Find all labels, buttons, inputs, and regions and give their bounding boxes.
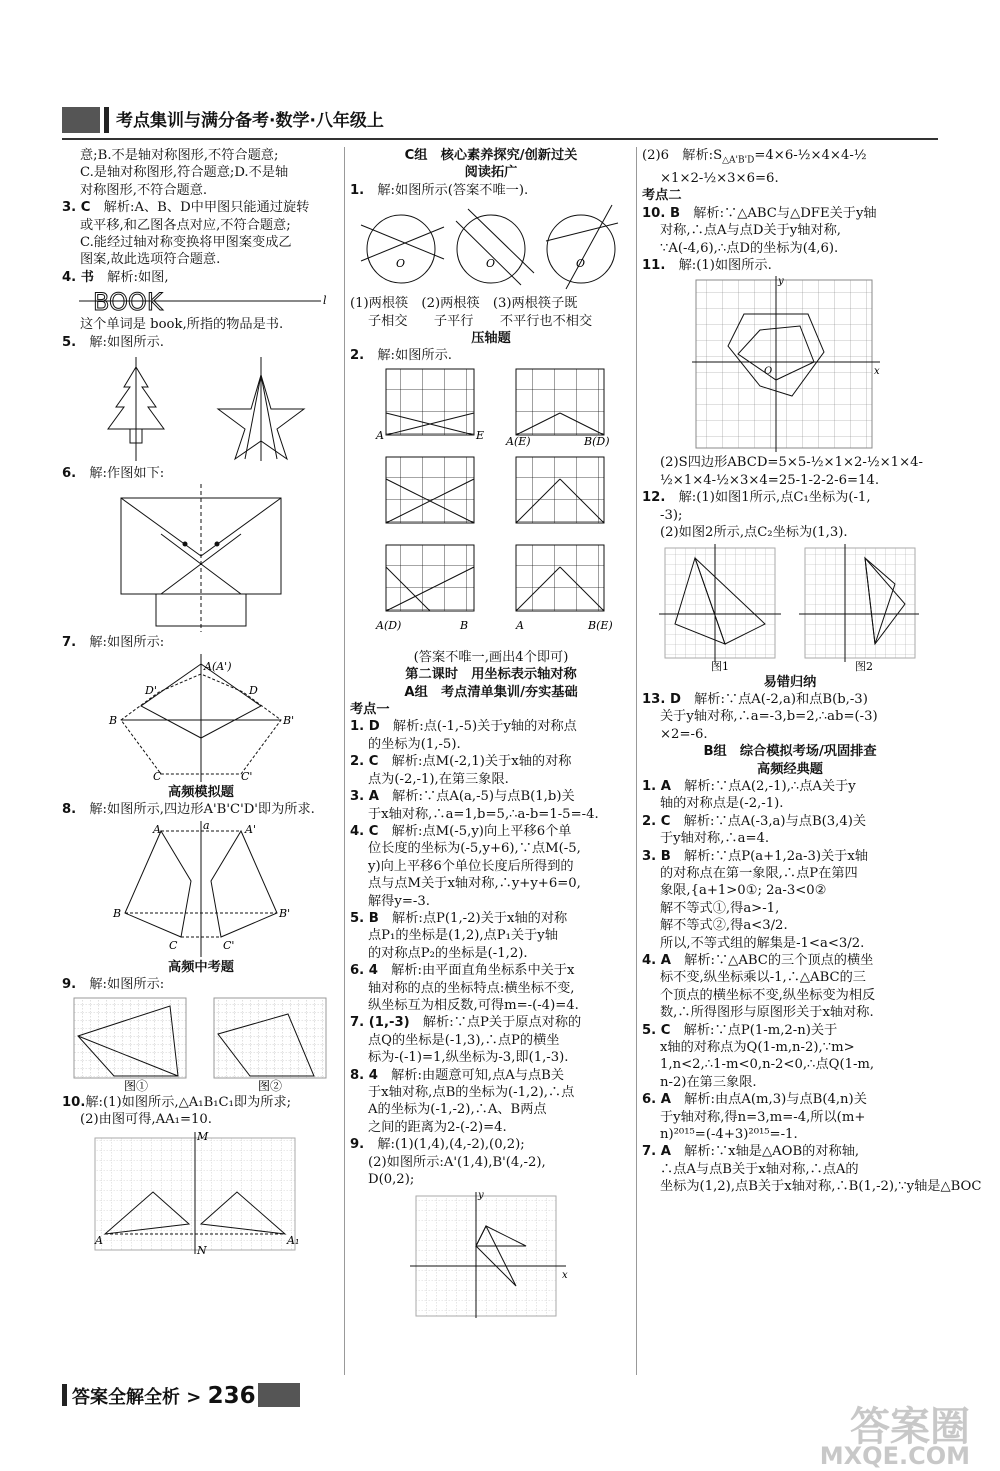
text-line: (1)两根筷 (2)两根筷 (3)两根筷子既 [350,296,578,312]
text-line: 解:(1)如图1所示,点C₁坐标为(-1, [678,490,871,506]
question-number: 7. [62,635,77,651]
text-line: 轴的对称点是(-2,-1). [660,796,784,812]
figure-caption: 图② [258,1078,283,1093]
svg-text:B: B [113,906,122,920]
text-line: 解:(1)如图所示,△A₁B₁C₁即为所求; [85,1094,292,1110]
text-line: 子相交 子平行 不平行也不相交 [368,313,593,329]
section-heading: 易错归纳 [763,674,817,690]
svg-text:y: y [478,1190,484,1202]
text-line: C.能经过轴对称变换将甲图案变成乙 [80,235,292,251]
question-number: 3. B [642,848,671,864]
text-line: 点为(-2,-1),在第三象限. [368,771,509,787]
svg-text:O: O [486,257,496,271]
text-line: (2)S四边形ABCD=5×5-½×1×2-½×1×4- [660,455,923,471]
text-line: 于y轴对称,∴a=4. [660,831,770,847]
text-line: 解得y=-3. [368,893,430,909]
svg-text:C': C' [241,769,253,783]
text-line: 解析:由点A(m,3)与点B(4,n)关 [684,1092,867,1108]
text-line: ∵A(-4,6),∴点D的坐标为(4,6). [660,240,839,256]
text-line: C.是轴对称图形,符合题意;D.不是轴 [80,165,289,181]
question-number: 2. [350,348,365,364]
envelope-figure [101,484,301,632]
text-line: 解析:A、B、D中甲图只能通过旋转 [103,200,310,216]
text-line: 点P₁的坐标是(1,2),点P₁关于y轴 [368,928,558,944]
pentagon-coordinate-figure [690,276,890,452]
svg-text:A(D): A(D) [376,618,402,632]
text-line: 点与点M关于x轴对称,∴y+y+6=0, [368,876,581,892]
svg-text:A: A [516,618,524,632]
question-number: 4. C [350,823,379,839]
triangle-reflection-figure [91,1130,311,1258]
svg-text:x: x [874,366,880,378]
text-line: 意;B.不是轴对称图形,不符合题意; [80,148,279,163]
text-line: 解:(1)(1,4),(4,-2),(0,2); [377,1137,525,1153]
topic-heading: 考点一 [350,702,390,718]
question-number: 10. [62,1094,86,1110]
text-line: 解析:由题意可知,点A与点B关 [391,1067,565,1083]
text-line: 位长度的坐标为(-5,y+6),∵点M(-5, [368,841,581,857]
text-line: 象限,{a+1>0①; 2a-3<0② [660,883,827,899]
svg-text:C: C [169,938,178,952]
section-heading: C组 核心素养探究/创新过关 [404,148,578,163]
footer-label-text: 答案全解全析 [72,1387,180,1408]
text-line: 解析:∵点P(a+1,2a-3)关于x轴 [684,848,868,864]
text-line: 个顶点的横坐标不变,纵坐标变为相反 [660,987,876,1003]
text-line: 解析:∵△ABC的三个顶点的横坐 [684,953,874,969]
text-line: D(0,2); [368,1172,415,1188]
question-number: 9. [62,977,77,993]
question-number: 7. A [642,1144,671,1160]
text-line: 解析:∵△ABC与△DFE关于y轴 [693,205,877,221]
svg-text:A: A [376,428,384,442]
question-number: 8. 4 [350,1067,378,1083]
svg-text:B': B' [279,906,291,920]
text-line: ×1×2-½×3×6=6. [660,171,779,187]
svg-text:A(E): A(E) [506,434,531,448]
column-3: (2)6 解析$:S_{\triangle A'B'D}=4\times 6-\frac{1}{2}\times 4\times 4-\frac{1}{2}$ ×1×2-½×3×6=6. 考点二 10. B 解析:∵△ABC与△DFE关于y轴 对称,∴点A与点D关于y轴对称, ∵A(-4,6),∴点D的坐标为(4,6). 11. 解:(1)如图所示. y x O (2)S四边形ABCD=5×5-½×1×2-½×1×4- ½×1×4-½×3×4=25-1-2-2-6=14. 12. 解:(1)如图1所示,点C₁坐标为(-1, -3); (2)如图2所示,点C₂坐标为(1,3). 图1 图2 易错归纳 13. D 解析:∵点A(-2,a)和点B(b,-3) 关于y轴对称,∴a=-3,b=2,∴ab=(-3) ×2=-6. B组 综合模拟考场/巩固排查 高频经典题 1. A 解析:∵点A(2,-1),∴点A关于y 轴的对称点是(-2,-1). 2. C 解析:∵点A(-3,a)与点B(3,4)关 于y轴对称,∴a=4. 3. B 解析:∵点P(a+1,2a-3)关于x轴 的对称点在第一象限,∴点P在第四 象限,{a+1>0①; 2a-3<0② 解不等式①,得a>-1, 解不等式②,得a<3/2. 所以,不等式组的解集是-1<a<3/2. 4. A 解析:∵△ABC的三个顶点的横坐 标不变,纵坐标乘以-1,∴△ABC的三 个顶点的横坐标不变,纵坐标变为相反 数,∴所得图形与原图形关于x轴对称. 5. C 解析:∵点P(1-m,2-n)关于 x轴的对称点为Q(1-m,n-2),∵m> 1,n<2,∴1-m<0,n-2<0,∴点Q(1-m, n-2)在第三象限. 6. A 解析:由点A(m,3)与点B(4,n)关 于y轴对称,得n=3,m=-4,所以(m+ n)²⁰¹⁵=(-4+3)²⁰¹⁵=-1. 7. A 解析:∵x轴是△AOB的对称轴, ∴点A与点B关于x轴对称,∴点A的 坐标为(1,2),点B关于x轴对称,∴B(1,-2),∵y轴是△BOC [642,148,982,1195]
text-line: 于x轴对称,∴a=1,b=5,∴a-b=1-5=-4. [368,806,599,822]
question-number: 11. [642,258,666,274]
question-number: 8. [62,802,77,818]
svg-text:A(A'): A(A') [204,659,232,673]
text-line: 这个单词是 book,所指的物品是书. [80,317,284,333]
text-line: 解析:∵点A(-3,a)与点B(3,4)关 [683,813,867,829]
text-line: 的对称点在第一象限,∴点P在第四 [660,865,858,881]
text-line: 解析:由平面直角坐标系中关于x [391,963,575,979]
column-divider [344,147,345,1375]
watermark-url: MXQE.COM [819,1442,970,1470]
text-line: 解析:点(-1,-5)关于y轴的对称点 [392,719,577,735]
footer-decor-box [258,1383,300,1407]
question-number: 2. C [642,813,671,829]
question-number: 4. 书 [62,269,94,285]
lesson-title: 第二课时 用坐标表示轴对称 [405,667,577,683]
book-word: BOOK [93,288,163,317]
grid-figures [66,996,336,1092]
question-number: 1. A [642,778,671,794]
section-heading: 阅读拓广 [464,165,518,181]
svg-text:B(E): B(E) [588,618,613,632]
text-line: 于y轴对称,得n=3,m=-4,所以(m+ [660,1109,866,1125]
tree-star-figure [86,353,316,463]
text-line: ∴点A与点B关于x轴对称,∴点A的 [660,1161,859,1177]
text-line: 解析:如图, [107,269,169,285]
header-rule [62,138,938,140]
svg-text:A': A' [245,822,256,836]
text-line: 解:如图所示,四边形A'B'C'D'即为所求. [89,802,315,818]
question-number: 3. C [62,200,91,216]
text-line: y)向上平移6个单位长度后所得到的 [368,858,574,874]
column-2 [350,147,632,1322]
text-line: 解不等式②,得a<3/2. [660,918,788,934]
text-line: 解析:点M(-2,1)关于x轴的对称 [391,754,572,770]
svg-text:B(D): B(D) [584,434,610,448]
text-line: 轴对称的点的坐标特点:横坐标不变, [368,980,575,996]
text-line: 解:如图所示(答案不唯一). [377,182,529,198]
subscript: △A'B'D [722,155,755,166]
text-line: 的坐标为(1,-5). [368,736,461,752]
page-number: 236 [207,1383,256,1409]
column-divider [636,147,637,1375]
text-line: 的对称点P₂的坐标是(-1,2). [368,945,528,961]
question-number: 5. C [642,1022,671,1038]
svg-text:C': C' [223,938,235,952]
text-line: 解析:点M(-5,y)向上平移6个单 [391,823,572,839]
svg-text:D: D [249,683,258,697]
text-line: 解:如图所示. [89,334,164,350]
section-heading: A组 考点清单集训/夯实基础 [404,684,578,700]
section-heading: 高频模拟题 [168,784,234,800]
question-number: 1. [350,182,365,198]
text-line: 解析:∵点A(2,-1),∴点A关于y [684,778,856,794]
text-line: n)²⁰¹⁵=(-4+3)²⁰¹⁵=-1. [660,1127,798,1143]
text-line: 之间的距离为2-(-2)=4. [368,1119,507,1135]
question-number: 9. [350,1137,365,1153]
question-number: 5. [62,334,77,350]
text-line: 解析:∵点P关于原点对称的 [422,1015,582,1031]
text-line: 解:如图所示: [89,635,165,651]
question-number: 10. B [642,205,681,221]
text-line: x轴的对称点为Q(1-m,n-2),∵m> [660,1040,855,1056]
text-line: 解析:点P(1,-2)关于x轴的对称 [392,910,568,926]
svg-text:x: x [562,1270,568,1282]
text-line: =4×6- [754,148,798,163]
svg-text:A₁: A₁ [287,1234,300,1248]
svg-text:D': D' [145,683,157,697]
text-line: -3); [660,507,683,523]
text-line: 解:如图所示: [89,977,165,993]
column-1 [62,147,340,1260]
svg-text:B: B [460,618,469,632]
text-line: 解:作图如下: [89,466,165,482]
svg-text:C: C [153,769,162,783]
quadrilateral-figure [101,818,301,957]
text-line: A的坐标为(-1,-2),∴A、B两点 [368,1102,547,1118]
question-number: 2. C [350,754,379,770]
text-line: 标为-(-1)=1,纵坐标为-3,即(1,-3). [368,1050,569,1066]
question-number: 6. [62,466,77,482]
svg-text:A: A [153,822,161,836]
svg-text:E: E [476,428,485,442]
text-line: 对称图形,不符合题意. [80,182,208,198]
svg-text:B: B [109,713,118,727]
text-line: n-2)在第三象限. [660,1074,757,1090]
header-decor-box [62,107,100,133]
svg-text:a: a [203,818,210,832]
text-line: 1,n<2,∴1-m<0,n-2<0,∴点Q(1-m, [660,1057,875,1073]
coordinate-grid-figure [406,1190,576,1320]
text-line: (2)如图2所示,点C₂坐标为(1,3). [660,525,848,541]
svg-text:N: N [197,1244,207,1258]
page-header-title: 考点集训与满分备考·数学·八年级上 [116,111,384,131]
book-figure [71,288,331,317]
question-number: 5. B [350,910,379,926]
text-line: 解析:∵点A(-2,a)和点B(b,-3) [694,691,868,707]
section-heading: 高频经典题 [757,761,823,777]
watermark-logo: 答案圈 [850,1404,970,1450]
circles-chopsticks-figure [356,201,626,293]
text-line: (2)6 解析:S [642,148,723,163]
section-heading: 高频中考题 [168,959,234,975]
text-line: (2)由图可得,AA₁=10. [80,1111,212,1127]
question-number: 12. [642,490,666,506]
question-number: 6. A [642,1092,671,1108]
text-line: 标不变,纵坐标乘以-1,∴△ABC的三 [660,970,866,986]
svg-text:O: O [764,366,773,378]
svg-text:O: O [396,257,406,271]
header-decor-bar [104,107,109,133]
question-number: 13. D [642,691,681,707]
section-heading: B组 综合模拟考场/巩固排查 [703,744,877,760]
text-line: 关于y轴对称,∴a=-3,b=2,∴ab=(-3) [660,709,878,725]
text-line: 解:如图所示. [377,348,452,364]
text-line: (答案不唯一,画出4个即可) [413,649,569,665]
text-line: 纵坐标互为相反数,可得m=-(-4)=4. [368,997,579,1013]
text-line: 解析:∵x轴是△AOB的对称轴, [684,1144,860,1160]
text-line: 解析:∵点A(a,-5)与点B(1,b)关 [392,789,575,805]
figure-caption: 图1 [711,659,729,673]
text-line: 所以,不等式组的解集是-1<a<3/2. [660,935,865,951]
svg-text:A: A [95,1234,103,1248]
question-number: 3. A [350,789,379,805]
text-line: ×2=-6. [660,726,708,742]
text-line: 对称,∴点A与点D关于y轴对称, [660,223,841,239]
question-number: 7. (1,-3) [350,1015,410,1031]
kite-figure [101,654,301,782]
grid-axis-figures [356,367,626,647]
svg-text:B': B' [283,713,295,727]
text-line: 或平移,和乙图各点对应,不符合题意; [80,217,291,233]
text-line: 解不等式①,得a>-1, [660,900,780,916]
text-line: 于x轴对称,点B的坐标为(-1,2),∴点 [368,1085,575,1100]
question-number: 1. D [350,719,380,735]
text-line: ½×1×4-½×3×4=25-1-2-2-6=14. [660,472,880,488]
svg-text:y: y [778,276,784,288]
svg-text:O: O [576,257,586,271]
text-line: 坐标为(1,2),点B关于x轴对称,∴B(1,-2),∵y轴是△BOC [660,1179,982,1195]
figure-caption: 图① [124,1078,149,1093]
svg-text:M: M [197,1130,209,1144]
question-number: 4. A [642,953,671,969]
text-line: (2)如图所示:A'(1,4),B'(4,-2), [368,1154,546,1170]
text-line: 解:(1)如图所示. [678,258,772,274]
two-grid-figures [655,544,925,672]
figure-caption: 图2 [855,659,873,673]
text-line: 点Q的坐标是(-1,3),∴点P的横坐 [368,1032,560,1048]
text-line: 数,∴所得图形与原图形关于x轴对称. [660,1005,874,1021]
section-heading: 压轴题 [471,331,511,347]
footer-label: 答案全解全析 > 236 [72,1383,256,1409]
footer-decor-bar [62,1384,67,1406]
question-number: 6. 4 [350,963,378,979]
text-line: 解析:∵点P(1-m,2-n)关于 [683,1022,838,1038]
text-line: 图案,故此选项符合题意. [80,252,221,268]
topic-heading: 考点二 [642,188,682,204]
axis-label: l [323,294,327,308]
